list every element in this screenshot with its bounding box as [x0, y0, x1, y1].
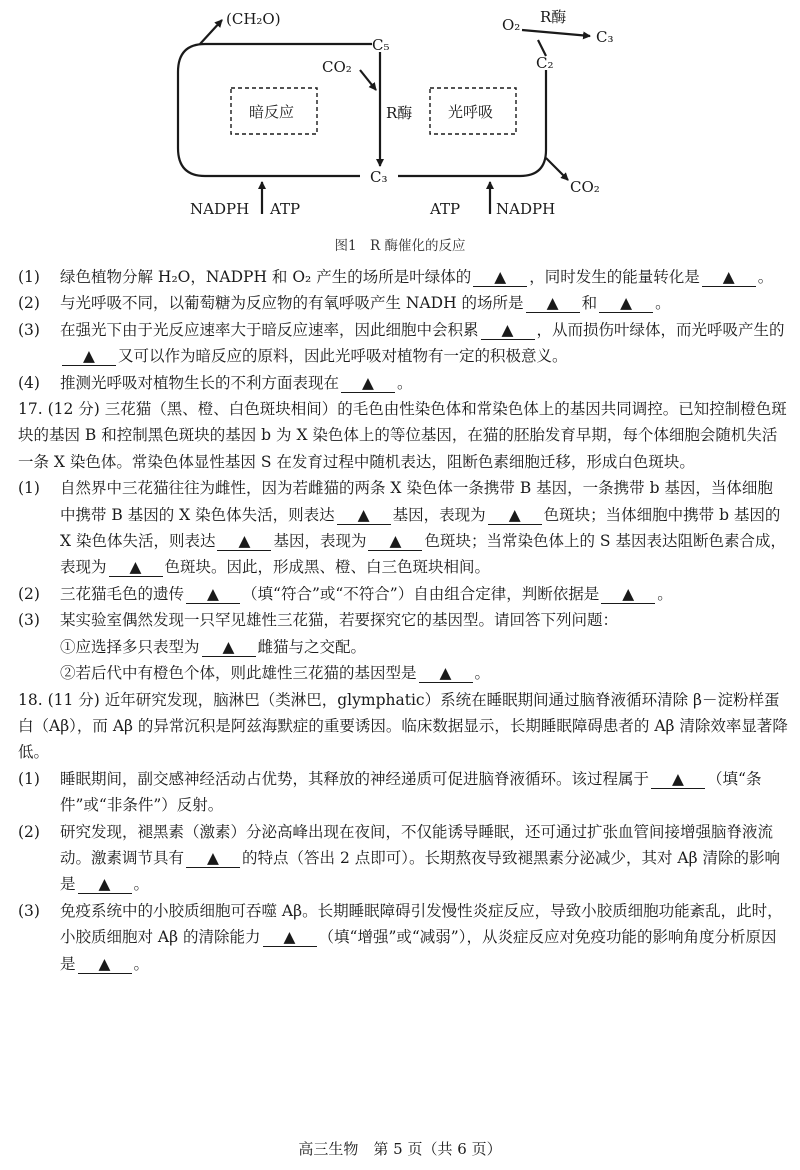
item-number: (1)	[18, 769, 40, 788]
sub-question-item	[18, 581, 788, 607]
c3-bottom-label: C₃	[370, 168, 388, 186]
co2-out-arrow	[546, 158, 568, 180]
sub-question-item	[18, 290, 788, 316]
item-text: 色斑块；当常染色体上的 S 基因表达阻断色素合成，表现为	[60, 532, 786, 577]
item-text: 研究发现，褪黑素（激素）分泌高峰出现在夜间，不仅能诱导睡眠，还可通过扩张血管间接增强脑脊液流动。激素调节具有	[60, 822, 774, 867]
photorespiration-label: 光呼吸	[448, 103, 494, 121]
item-number: (1)	[18, 479, 40, 498]
figure-caption: 图1 R 酶催化的反应	[334, 238, 466, 254]
answer-blank[interactable]: ▲	[601, 585, 655, 604]
item-text: 。	[757, 268, 774, 286]
sub-question-item	[18, 475, 788, 581]
sub-question-item	[18, 898, 788, 977]
item-text: 。	[655, 294, 671, 313]
item-number: (2)	[18, 822, 40, 841]
answer-blank[interactable]: ▲	[341, 374, 395, 393]
item-text: （填“增强”或“减弱”），从炎症反应对免疫功能的影响角度分析原因是	[60, 928, 777, 973]
item-text: 推测光呼吸对植物生长的不利方面表现在	[60, 373, 340, 392]
atp-left-label: ATP	[270, 200, 301, 218]
item-number: (3)	[18, 901, 40, 920]
nadph-right-label: NADPH	[496, 200, 556, 218]
item-text: 某实验室偶然发现一只罕见雄性三花猫，若要探究它的基因型。请回答下列问题：	[60, 611, 619, 630]
sub-question-item	[18, 264, 788, 290]
item-text: 的特点（答出 2 点即可）。长期熬夜导致褪黑素分泌减少，其对 Aβ 清除的影响是	[60, 848, 780, 894]
item-text: 三花猫毛色的遗传	[60, 584, 185, 603]
item-text: 睡眠期间，副交感神经活动占优势，其释放的神经递质可促进脑脊液循环。该过程属于	[60, 769, 650, 788]
nadph-left-label: NADPH	[190, 200, 250, 218]
r-enzyme-mid-label: R酶	[386, 104, 413, 122]
item-number: (2)	[18, 584, 40, 603]
answer-blank[interactable]: ▲	[599, 294, 653, 313]
co2-in-arrow	[360, 70, 376, 90]
co2-left-label: CO₂	[322, 58, 352, 76]
item-text: 雌猫与之交配。	[257, 637, 367, 656]
item-text: 在强光下由于光反应速率大于暗反应速率，因此细胞中会积累	[60, 320, 479, 339]
answer-blank[interactable]: ▲	[217, 532, 271, 551]
answer-blank[interactable]: ▲	[78, 955, 132, 974]
answer-blank[interactable]: ▲	[337, 506, 391, 525]
page-footer: 高三生物 第 5 页（共 6 页）	[298, 1140, 502, 1158]
answer-blank[interactable]: ▲	[481, 321, 535, 340]
c3-top-label: C₃	[596, 28, 614, 46]
sub-question	[18, 660, 788, 686]
item-text: 又可以作为暗反应的原料，因此光呼吸对植物有一定的积极意义。	[118, 347, 568, 366]
answer-blank[interactable]: ▲	[78, 875, 132, 894]
item-text: 17. (12 分) 三花猫（黑、橙、白色斑块相间）的毛色由性染色体和常染色体上的基因共同调控。已知控制橙色斑块的基因 B 和控制黑色斑块的基因 b 为 X 染色体上的等位基因，在猫的胚胎发育早期，每个体细胞会随机失活一条 X 染色体。常染色体显性基因 S 在发育过程中随机表达，阻断色素细胞迁移，形成白色斑块。	[18, 400, 787, 471]
answer-blank[interactable]: ▲	[186, 849, 240, 868]
sub-question-item	[18, 819, 788, 898]
item-text: 18. (11 分) 近年研究发现，脑淋巴（类淋巴，glymphatic）系统在睡眠期间通过脑脊液循环清除 β－淀粉样蛋白（Aβ），而 Aβ 的异常沉积是阿兹海默症的重要诱因。临床数据显示，长期睡眠障碍患者的 Aβ 清除效率显著降低。	[18, 690, 788, 762]
ch2o-arrow	[200, 20, 222, 44]
ch2o-label: (CH₂O)	[226, 10, 281, 28]
answer-blank[interactable]: ▲	[186, 585, 240, 604]
answer-blank[interactable]: ▲	[109, 558, 163, 577]
r-enzyme-diagram	[0, 0, 800, 232]
atp-right-label: ATP	[430, 200, 461, 218]
answer-blank[interactable]: ▲	[651, 770, 705, 789]
item-number: (2)	[18, 294, 40, 313]
item-number: (1)	[18, 268, 40, 286]
item-text: ①应选择多只表型为	[60, 637, 200, 656]
item-text: 。	[133, 954, 150, 973]
item-text: 。	[133, 875, 150, 894]
answer-blank[interactable]: ▲	[473, 268, 527, 287]
item-text: 。	[657, 584, 673, 603]
answer-blank[interactable]: ▲	[202, 638, 256, 657]
dark-reaction-label: 暗反应	[249, 103, 295, 121]
sub-question-item	[18, 370, 788, 396]
answer-blank[interactable]: ▲	[62, 347, 116, 366]
sub-question-item	[18, 766, 788, 819]
item-text: ，从而损伤叶绿体，而光呼吸产生的	[536, 320, 785, 339]
item-text: 与光呼吸不同，以葡萄糖为反应物的有氧呼吸产生 NADH 的场所是	[60, 294, 524, 313]
answer-blank[interactable]: ▲	[368, 532, 422, 551]
item-text: 免疫系统中的小胶质细胞可吞噬 Aβ。长期睡眠障碍引发慢性炎症反应，导致小胶质细胞功能紊乱，此时，小胶质细胞对 Aβ 的清除能力	[60, 901, 783, 947]
c5-label: C₅	[372, 36, 390, 54]
o2-to-c3-arrow	[522, 30, 590, 36]
photorespiration-loop-line	[398, 70, 546, 176]
question-stem	[18, 687, 788, 766]
item-text: 。	[397, 373, 413, 392]
co2-right-label: CO₂	[570, 178, 600, 196]
sub-question-item	[18, 317, 788, 370]
sub-question-item	[18, 607, 788, 633]
answer-blank[interactable]: ▲	[526, 294, 580, 313]
answer-blank[interactable]: ▲	[488, 506, 542, 525]
item-text: 绿色植物分解 H₂O，NADPH 和 O₂ 产生的场所是叶绿体的	[60, 268, 472, 286]
item-text: 色斑块；当体细胞中携带 b 基因的 X 染色体失活，则表达	[60, 505, 781, 551]
item-text: （填“条件”或“非条件”）反射。	[60, 769, 762, 815]
o2-label: O₂	[502, 16, 521, 34]
sub-question	[18, 634, 788, 660]
question-content	[18, 264, 788, 977]
item-text: 和	[581, 294, 598, 313]
answer-blank[interactable]: ▲	[263, 928, 317, 947]
item-number: (3)	[18, 320, 40, 339]
item-text: （填“符合”或“不符合”）自由组合定律，判断依据是	[242, 584, 600, 603]
r-enzyme-top-label: R酶	[540, 8, 567, 26]
answer-blank[interactable]: ▲	[702, 268, 756, 287]
item-text: 。	[474, 664, 491, 683]
item-text: 色斑块。因此，形成黑、橙、白三色斑块相间。	[164, 558, 491, 577]
item-text: ②若后代中有橙色个体，则此雄性三花猫的基因型是	[60, 664, 417, 683]
item-number: (3)	[18, 611, 40, 630]
item-text: 自然界中三花猫往往为雌性，因为若雌猫的两条 X 染色体一条携带 B 基因，一条携带 b 基因，当体细胞中携带 B 基因的 X 染色体失活，则表达	[60, 479, 773, 524]
item-text: ，同时发生的能量转化是	[529, 268, 700, 286]
c2-label: C₂	[536, 54, 554, 72]
item-number: (4)	[18, 373, 40, 392]
question-stem	[18, 396, 788, 475]
reaction-figure	[0, 0, 800, 262]
answer-blank[interactable]: ▲	[419, 664, 473, 683]
item-text: 基因，表现为	[392, 505, 486, 524]
item-text: 基因，表现为	[273, 532, 367, 551]
